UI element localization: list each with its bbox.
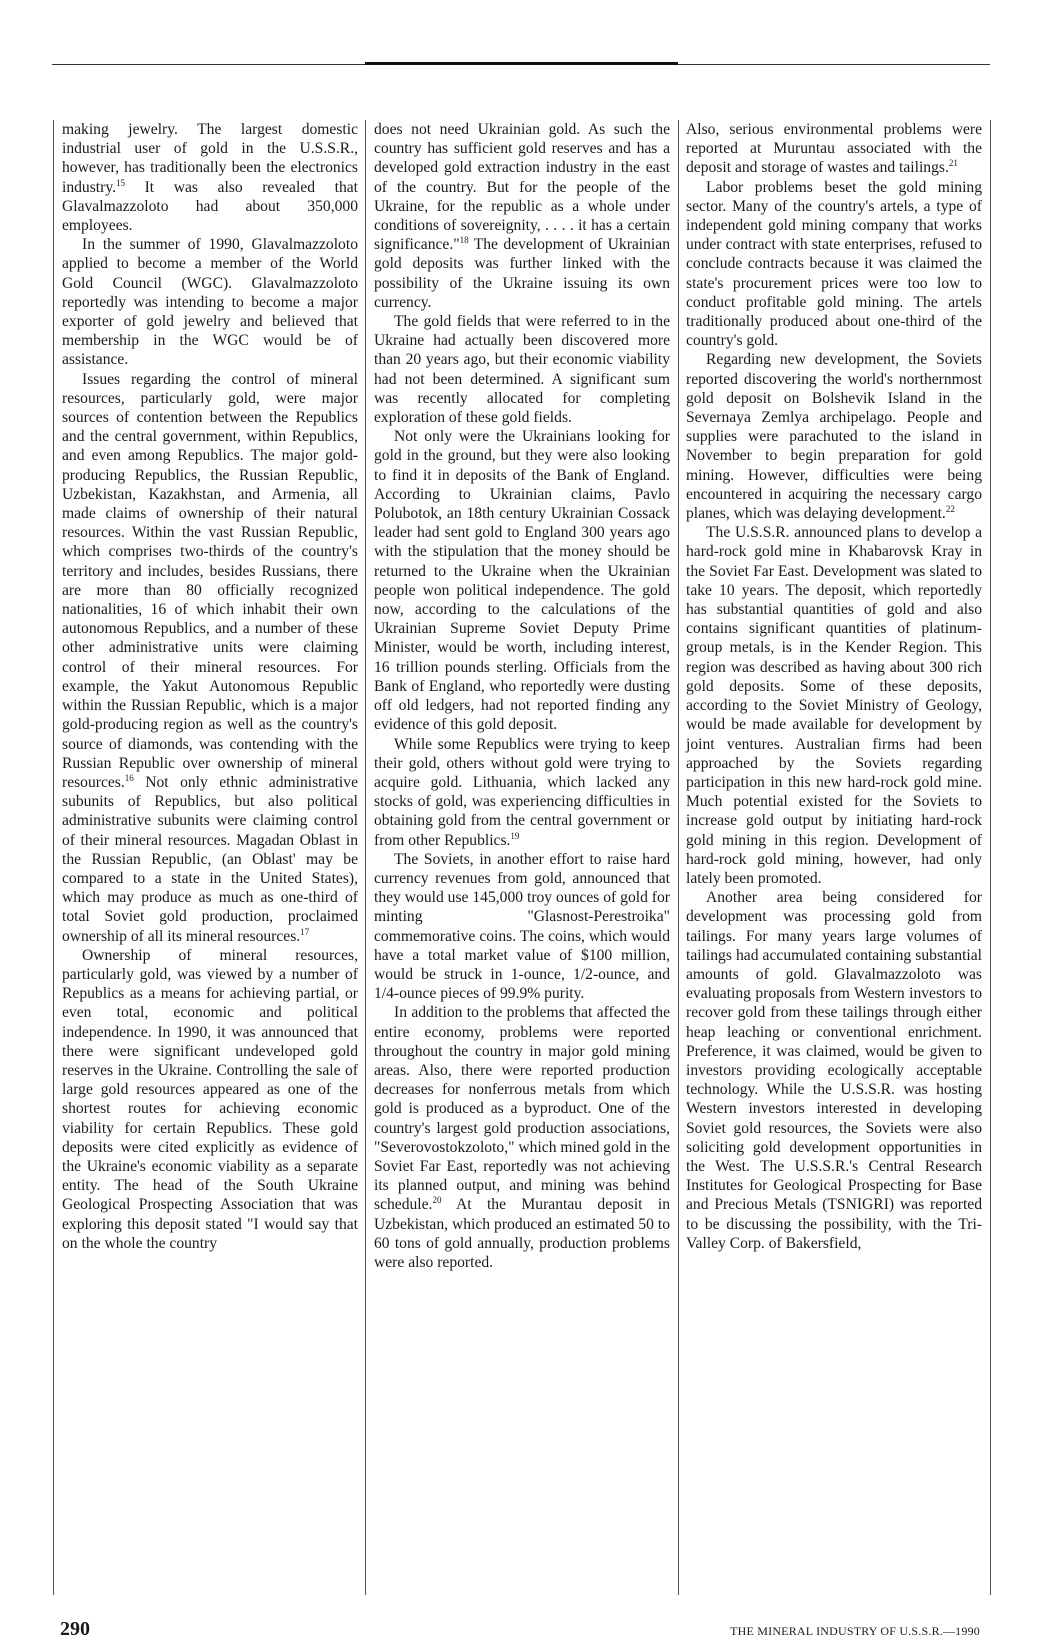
text-column-2 <box>374 120 670 1595</box>
paragraph: Labor problems beset the gold mining sector. Many of the country's artels, a type of independent gold mining company that works under contract with state enterprises, refused to conclude contracts because it was claimed the state's procurement prices were too low to conduct profitable gold mining. The artels traditionally produced about one-third of the country's gold. <box>686 178 982 350</box>
column-separator <box>990 120 991 1595</box>
paragraph: Another area being considered for development was processing gold from tailings. For many years large volumes of tailings had accumulated containing substantial amounts of gold. Glavalmazzoloto was evaluating proposals from Western investors to recover gold from these tailings through either heap leaching or conventional enrichment. Preference, it was claimed, would be given to investors providing ecologically acceptable technology. While the U.S.S.R. was hosting Western investors interested in developing Soviet gold resources, the Soviets were also soliciting gold development opportunities in the West. The U.S.S.R.'s Central Research Institutes for Geological Prospecting for Base and Precious Metals (TSNIGRI) was reported to be discussing the possibility, with the Tri-Valley Corp. of Bakersfield, <box>686 889 982 1252</box>
paragraph: Ownership of mineral resources, particularly gold, was viewed by a number of Republics as a means for achieving partial, or even total, economic and political independence. In 1990, it was announced that there were significant undeveloped gold reserves in the Ukraine. Controlling the sale of large gold resources appeared as one of the shortest routes for achieving economic viability for certain Republics. These gold deposits were cited explicitly as evidence of the Ukraine's economic viability as a separate entity. The head of the South Ukraine Geological Prospecting Association that was exploring this deposit stated "I would say that on the whole the country <box>62 946 358 1252</box>
paragraph: In the summer of 1990, Glavalmazzoloto applied to become a member of the World Gold Council (WGC). Glavalmazzoloto reportedly was intending to become a major exporter of gold jewelry and believed that membership in the WGC would be of assistance. <box>62 236 358 369</box>
paragraph: Not only were the Ukrainians looking for gold in the ground, but they were also looking to find it in deposits of the Bank of England. According to Ukrainian claims, Pavlo Polubotok, an 18th century Ukrainian Cossack leader had sent gold to England 300 years ago with the stipulation that the money should be returned to the Ukraine when the Ukrainian people won political independence. The gold now, according to the calculations of the Ukrainian Supreme Soviet Deputy Prime Minister, would be worth, including interest, 16 trillion pounds sterling. Officials from the Bank of England, who reportedly were dusting off old ledgers, had not reported finding any evidence of this gold deposit. <box>374 428 670 734</box>
paragraph: The U.S.S.R. announced plans to develop a hard-rock gold mine in Khabarovsk Kray in the Soviet Far East. Development was slated to take 10 years. The deposit, which reportedly has substantial quantities of gold and also contains significant quantities of platinum-group metals, is in the Kender Region. This region was described as having about 300 rich gold deposits. Some of these deposits, according to the Soviet Ministry of Geology, would be made available for development by joint ventures. Australian firms had been approached by the Soviets regarding participation in this new hard-rock gold mine. Much potential existed for the Soviets to increase gold output by initiating hard-rock gold mining in this region. Development of hard-rock gold mining, however, had only lately been promoted. <box>686 524 982 887</box>
text-column-3 <box>686 120 982 1595</box>
paragraph: In addition to the problems that affected the entire economy, problems were reported throughout the country in major gold mining areas. Also, there were reported production decreases for nonferrous metals from which gold is produced as a byproduct. One of the country's largest gold production associations, "Severovostokzoloto," which mined gold in the Soviet Far East, reportedly was not achieving its planned output, and mining was behind schedule.$^{20}$ At the Murantau deposit in Uzbekistan, which produced an estimated 50 to 60 tons of gold annually, production problems were also reported. <box>374 1004 670 1271</box>
paragraph: The Soviets, in another effort to raise hard currency revenues from gold, announced that they would use 145,000 troy ounces of gold for minting "Glasnost-Perestroika" commemorative coins. The coins, which would have a total market value of $100 million, would be struck in 1-ounce, 1/2-ounce, and 1/4-ounce pieces of 99.9% purity. <box>374 850 670 1003</box>
column-separator <box>678 120 679 1595</box>
column-separator <box>53 120 54 1595</box>
top-rule-accent <box>365 62 678 65</box>
running-footer: THE MINERAL INDUSTRY OF U.S.S.R.—1990 <box>730 1624 980 1638</box>
page-number: 290 <box>60 1618 90 1640</box>
paragraph: Also, serious environmental problems were reported at Muruntau associated with the deposit and storage of wastes and tailings.$^{21}$ <box>686 121 982 177</box>
paragraph: does not need Ukrainian gold. As such the country has sufficient gold reserves and has a developed gold extraction industry in the east of the country. But for the people of the Ukraine, for the republic as a whole under conditions of sovereignity, . . . . it has a certain significance."$^{18}$ The development of Ukrainian gold deposits was further linked with the possibility of the Ukraine issuing its own currency. <box>374 121 670 311</box>
paragraph: The gold fields that were referred to in the Ukraine had actually been discovered more than 20 years ago, but their economic viability had not been determined. A significant sum was recently allocated for completing exploration of these gold fields. <box>374 313 670 427</box>
paragraph: Regarding new development, the Soviets reported discovering the world's northernmost gold deposit on Bolshevik Island in the Severnaya Zemlya archipelago. People and supplies were parachuted to the island in November to begin preparation for gold mining. However, difficulties were being encountered in acquiring the necessary cargo planes, which was delaying development.$^{22}$ <box>686 351 982 523</box>
paragraph: Issues regarding the control of mineral resources, particularly gold, were major sources of contention between the Republics and the central government, within Republics, and even among Republics. The major gold-producing Republics, the Russian Republic, Uzbekistan, Kazakhstan, and Armenia, all made claims of ownership of their natural resources. Within the vast Russian Republic, which comprises two-thirds of the country's territory and includes, besides Russians, there are more than 80 officially recognized nationalities, 16 of which inhabit their own autonomous Republics, and a number of these other administrative units were claiming control of their mineral resources. For example, the Yakut Autonomous Republic within the Russian Republic, which is a major gold-producing region as well as the country's source of diamonds, was contending with the Russian Republic over ownership of mineral resources.$^{16}$ Not only ethnic administrative subunits of Republics, but also political administrative subunits were claiming control of their mineral resources. Magadan Oblast in the Russian Republic, (an Oblast' may be compared to a state in the United States), which may produce as much as one-third of total Soviet gold production, proclaimed ownership of all its mineral resources.$^{17}$ <box>62 370 358 945</box>
paragraph: making jewelry. The largest domestic industrial user of gold in the U.S.S.R., however, has traditionally been the electronics industry.$^{15}$ It was also revealed that Glavalmazzoloto had about 350,000 employees. <box>62 121 358 235</box>
paragraph: While some Republics were trying to keep their gold, others without gold were trying to acquire gold. Lithuania, which lacked any stocks of gold, was experiencing difficulties in obtaining gold from the central government or from other Republics.$^{19}$ <box>374 735 670 849</box>
text-column-1 <box>62 120 358 1595</box>
column-separator <box>365 120 366 1595</box>
